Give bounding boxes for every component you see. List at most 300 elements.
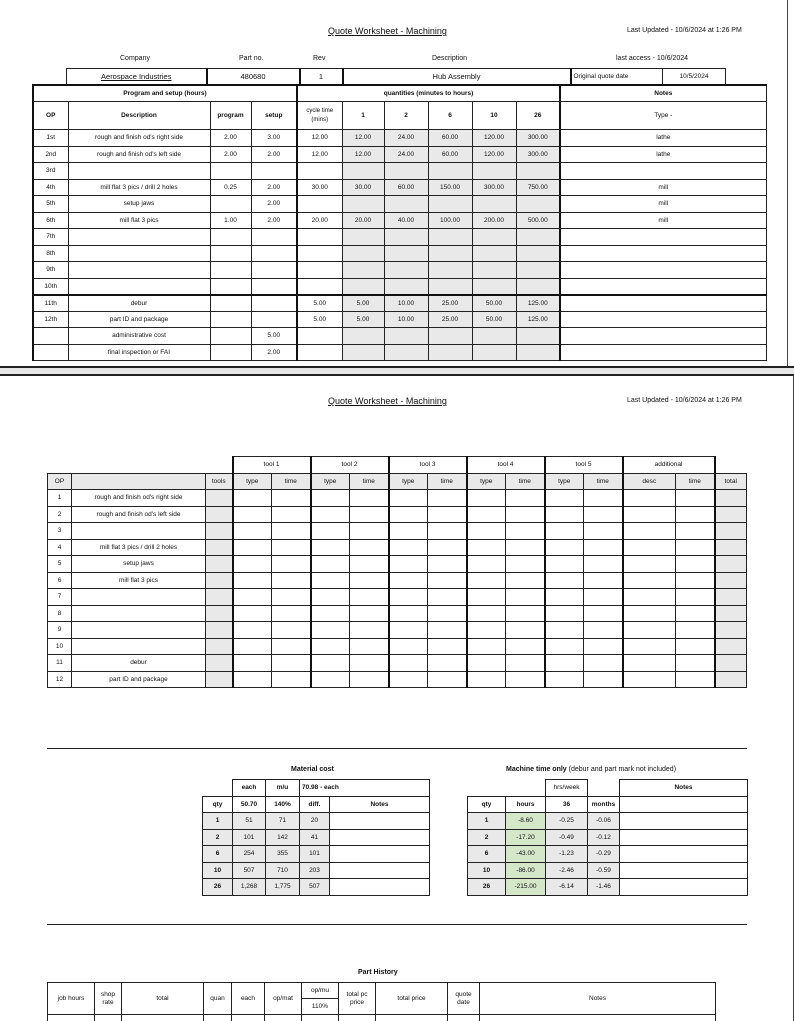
tool-time-cell[interactable] [272,556,311,573]
tool-type-cell[interactable] [233,655,272,672]
tool-type-cell[interactable] [233,556,272,573]
tool-time-cell[interactable] [428,622,467,639]
material-notes-cell[interactable] [330,813,430,830]
tool-type-cell[interactable] [311,638,350,655]
material-notes-header: Notes [330,796,430,813]
quantity-cell [472,196,516,213]
tool-time-cell[interactable] [506,556,545,573]
operation-row [33,146,766,163]
op-description-cell[interactable] [68,229,210,246]
tool-time-cell[interactable] [272,638,311,655]
machine-notes-cell[interactable] [620,829,748,846]
cycle-time-cell[interactable] [297,262,342,279]
type-cell[interactable]: lathe [560,130,766,147]
setup-cell[interactable]: 2.00 [251,179,297,196]
tool-type-cell[interactable] [389,556,428,573]
last-access-value: 10/6/2024 [656,55,689,62]
type-cell[interactable] [560,295,766,312]
history-op-mu: op/mu [302,983,339,999]
tool-type-cell[interactable] [467,589,506,606]
tool-time-cell[interactable] [506,605,545,622]
machine-row [468,846,748,863]
type-cell[interactable] [560,245,766,262]
tool-type-cell[interactable] [545,523,584,540]
material-notes-cell[interactable] [330,846,430,863]
type-cell[interactable] [560,311,766,328]
tool-time-cell[interactable] [272,671,311,688]
program-cell[interactable] [210,196,251,213]
quantity-cell [342,328,384,345]
tool-type-cell[interactable] [623,556,676,573]
tool-type-cell[interactable] [545,589,584,606]
tool-time-cell[interactable] [676,671,715,688]
type-cell[interactable]: mill [560,212,766,229]
tool-time-cell[interactable] [350,506,389,523]
tool-type-cell[interactable] [467,638,506,655]
op-cell: 1st [33,130,68,147]
op-cell: 6th [33,212,68,229]
cycle-time-cell[interactable]: 12.00 [297,130,342,147]
tool-time-cell[interactable] [676,622,715,639]
material-row [203,862,430,879]
tool-type-cell[interactable] [467,490,506,507]
quantity-cell [384,328,428,345]
program-cell[interactable] [210,278,251,295]
tool-type-cell[interactable] [311,572,350,589]
tool-time-cell[interactable] [272,655,311,672]
cycle-time-cell[interactable]: 5.00 [297,295,342,312]
tool2-header: tool 2 [311,457,389,474]
tool-time-cell[interactable] [506,671,545,688]
cycle-time-cell[interactable] [297,278,342,295]
tool-time-cell[interactable] [506,655,545,672]
quantity-cell [384,163,428,180]
cycle-time-cell[interactable] [297,344,342,361]
tool-time-cell[interactable] [272,539,311,556]
material-notes-cell[interactable] [330,879,430,896]
setup-cell[interactable]: 2.00 [251,212,297,229]
tool-type-cell[interactable] [233,572,272,589]
program-cell[interactable] [210,229,251,246]
material-diff-header: diff. [300,796,330,813]
tool-time-cell[interactable] [350,589,389,606]
setup-cell[interactable]: 2.00 [251,196,297,213]
tool-time-cell[interactable] [676,572,715,589]
tool-time-cell[interactable] [676,605,715,622]
op-description-cell[interactable] [68,163,210,180]
material-notes-cell[interactable] [330,829,430,846]
machine-notes-cell[interactable] [620,846,748,863]
tool-time-cell[interactable] [350,655,389,672]
tool-time-cell[interactable] [272,523,311,540]
tool5-header: tool 5 [545,457,623,474]
tool-type-cell[interactable] [311,655,350,672]
tool-type-cell[interactable] [389,622,428,639]
machine-notes-cell[interactable] [620,879,748,896]
worksheet-page-2 [0,374,794,1021]
tool-type-cell[interactable] [467,539,506,556]
tool-time-cell[interactable] [428,655,467,672]
setup-cell[interactable] [251,295,297,312]
program-cell[interactable]: 0.25 [210,179,251,196]
material-mu-pct[interactable]: 140% [266,796,300,813]
tool-time-cell[interactable] [506,539,545,556]
tool-time-cell[interactable] [676,589,715,606]
op-description-cell[interactable]: part ID and package [68,311,210,328]
tool-type-cell[interactable] [389,506,428,523]
tool-type-cell[interactable] [311,506,350,523]
rev-value[interactable]: 1 [300,69,343,86]
cycle-time-cell[interactable] [297,328,342,345]
qty-header-2: 2 [384,102,428,130]
tool-time-cell[interactable] [350,572,389,589]
op-description-cell[interactable]: administrative cost [68,328,210,345]
tool-type-cell[interactable] [467,622,506,639]
tool-type-cell[interactable] [389,605,428,622]
setup-cell[interactable]: 5.00 [251,328,297,345]
material-each-cost[interactable]: 50.70 [233,796,266,813]
tool-time-cell[interactable] [506,638,545,655]
tool-type-cell[interactable] [233,506,272,523]
tool-time-cell[interactable] [506,572,545,589]
additional-header: additional [623,457,715,474]
tool-type-cell[interactable] [311,671,350,688]
tool-type-cell[interactable] [467,572,506,589]
tool-type-cell[interactable] [233,523,272,540]
tool-time-cell[interactable] [272,490,311,507]
tool-type-cell[interactable] [623,490,676,507]
program-cell[interactable]: 1.00 [210,212,251,229]
setup-cell[interactable]: 2.00 [251,146,297,163]
op-description-cell[interactable]: mill flat 3 pics [68,212,210,229]
cycle-time-cell[interactable] [297,196,342,213]
tool-total-cell [715,572,747,589]
tool-type-cell[interactable] [545,655,584,672]
tool-type-cell[interactable] [545,506,584,523]
tool-time-cell[interactable] [350,605,389,622]
tool-time-cell[interactable] [584,523,623,540]
material-each-value: 70.98 - each [300,780,430,797]
tool-type-cell[interactable] [311,523,350,540]
op-description-cell[interactable]: mill flat 3 pics / drill 2 holes [68,179,210,196]
tool-time-cell[interactable] [584,638,623,655]
tool-time-cell[interactable] [350,523,389,540]
setup-cell[interactable] [251,278,297,295]
tool-type-cell[interactable] [623,506,676,523]
machine-notes-cell[interactable] [620,862,748,879]
tool-type-cell[interactable] [233,605,272,622]
cycle-time-cell[interactable] [297,229,342,246]
program-cell[interactable] [210,245,251,262]
program-cell[interactable] [210,262,251,279]
cycle-time-cell[interactable] [297,163,342,180]
type-cell[interactable] [560,229,766,246]
quantity-cell: 30.00 [342,179,384,196]
op-cell: 2nd [33,146,68,163]
quantity-cell: 24.00 [384,146,428,163]
tool-type-cell[interactable] [233,622,272,639]
tool-total-cell [715,605,747,622]
tool-type-cell[interactable] [467,523,506,540]
tool-type-cell[interactable] [545,556,584,573]
tool-type-cell[interactable] [545,671,584,688]
machine-weeks-cell: -6.14 [546,879,588,896]
tool-type-cell[interactable] [311,539,350,556]
tool-type-cell[interactable] [623,539,676,556]
tool-type-cell[interactable] [545,638,584,655]
tool-time-cell[interactable] [676,506,715,523]
tool-time-cell[interactable] [584,490,623,507]
tool-time-cell[interactable] [428,523,467,540]
program-cell[interactable] [210,295,251,312]
tool-type-cell[interactable] [623,605,676,622]
material-qty-cell: 1 [203,813,233,830]
type-cell[interactable] [560,163,766,180]
history-op-mu-pct[interactable]: 110% [302,999,339,1015]
tool-time-cell[interactable] [676,490,715,507]
tool-time-cell[interactable] [506,523,545,540]
type-cell[interactable] [560,262,766,279]
tool-type-cell[interactable] [545,605,584,622]
tool-time-cell[interactable] [428,638,467,655]
machine-months-cell: -1.46 [588,879,620,896]
quantity-cell [472,229,516,246]
tool-time-cell[interactable] [350,638,389,655]
tool-type-cell[interactable] [389,523,428,540]
quantity-cell: 10.00 [384,311,428,328]
tool-time-cell[interactable] [584,622,623,639]
op-cell: 5th [33,196,68,213]
history-notes: Notes [480,983,716,1015]
tool-type-cell[interactable] [467,605,506,622]
history-total-pc-price: total pc price [339,983,376,1015]
qty-header-4: 10 [472,102,516,130]
original-quote-date-value[interactable]: 10/5/2024 [663,69,726,86]
tool-time-cell[interactable] [584,605,623,622]
type-cell[interactable]: mill [560,179,766,196]
tool-time-cell[interactable] [584,655,623,672]
machine-months-cell: -0.29 [588,846,620,863]
material-notes-cell[interactable] [330,862,430,879]
program-cell[interactable] [210,311,251,328]
machine-hrs-per-week[interactable]: 36 [546,796,588,813]
material-mu-cell: 355 [266,846,300,863]
tool-time-cell[interactable] [584,671,623,688]
tool-time-cell[interactable] [584,572,623,589]
tool-type-cell[interactable] [233,671,272,688]
tool-type-cell[interactable] [623,655,676,672]
tool-time-cell[interactable] [272,506,311,523]
last-access-label: last access - 10/6/2024 [616,55,689,62]
tool-time-cell[interactable] [350,622,389,639]
op-description-cell[interactable] [68,262,210,279]
tool-type-cell[interactable] [389,638,428,655]
tool-type-cell[interactable] [389,490,428,507]
tool-time-cell[interactable] [676,539,715,556]
machine-time-title: Machine time only (debur and part mark not included) [506,766,677,773]
tool-time-cell[interactable] [272,589,311,606]
op-description-cell[interactable]: rough and finish od's right side [68,130,210,147]
part-no-value[interactable]: 480680 [207,69,300,86]
machine-months-cell: -0.12 [588,829,620,846]
setup-cell[interactable]: 3.00 [251,130,297,147]
tool-type-cell[interactable] [467,671,506,688]
operation-row [33,179,766,196]
material-diff-cell: 41 [300,829,330,846]
tool-time-cell[interactable] [428,556,467,573]
tool2-type-header: type [311,473,350,490]
setup-cell[interactable] [251,163,297,180]
tool-time-cell[interactable] [506,622,545,639]
tool-time-cell[interactable] [272,572,311,589]
program-cell[interactable]: 2.00 [210,146,251,163]
op-description-cell[interactable] [68,245,210,262]
tool-type-cell[interactable] [545,572,584,589]
tool-type-cell[interactable] [467,655,506,672]
op-cell [33,344,68,361]
tool-type-cell[interactable] [311,622,350,639]
op-description-cell[interactable]: rough and finish od's left side [68,146,210,163]
type-cell[interactable]: mill [560,196,766,213]
tool-type-cell[interactable] [545,539,584,556]
tool-type-cell[interactable] [311,605,350,622]
tool-type-cell[interactable] [389,589,428,606]
tool-time-cell[interactable] [272,605,311,622]
tool-row [48,605,747,622]
original-quote-date-label: Original quote date [571,69,663,86]
cycle-time-cell[interactable]: 30.00 [297,179,342,196]
tool-type-cell[interactable] [389,655,428,672]
op-description-cell[interactable] [68,278,210,295]
operation-row [33,262,766,279]
tool-time-cell[interactable] [584,589,623,606]
type-cell[interactable] [560,278,766,295]
tool-time-cell[interactable] [272,622,311,639]
setup-cell[interactable] [251,229,297,246]
quantity-cell: 5.00 [342,311,384,328]
tool-time-cell[interactable] [428,539,467,556]
tool-time-cell[interactable] [428,506,467,523]
tool-time-cell[interactable] [584,556,623,573]
tool-type-cell[interactable] [233,490,272,507]
tools-cell [206,589,233,606]
tool-type-cell[interactable] [233,638,272,655]
setup-cell[interactable] [251,311,297,328]
machine-notes-cell[interactable] [620,813,748,830]
material-mu-cell: 1,775 [266,879,300,896]
tool-time-cell[interactable] [428,605,467,622]
tool-time-cell[interactable] [676,556,715,573]
cycle-time-cell[interactable]: 20.00 [297,212,342,229]
tool-time-cell[interactable] [506,490,545,507]
setup-cell[interactable] [251,245,297,262]
tool-time-cell[interactable] [350,490,389,507]
tool-type-cell[interactable] [545,490,584,507]
tool-type-cell[interactable] [467,556,506,573]
tool3-type-header: type [389,473,428,490]
tool-time-cell[interactable] [584,539,623,556]
quantity-cell [516,278,560,295]
material-row [203,813,430,830]
setup-cell[interactable] [251,262,297,279]
setup-cell[interactable]: 2.00 [251,344,297,361]
cycle-time-cell[interactable]: 12.00 [297,146,342,163]
tool-time-cell[interactable] [584,506,623,523]
tool-time-cell[interactable] [506,589,545,606]
op-description-cell[interactable]: setup jaws [68,196,210,213]
program-cell[interactable] [210,344,251,361]
tool-op-cell: 4 [48,539,72,556]
quantity-cell [516,163,560,180]
tool-type-cell[interactable] [311,490,350,507]
company-value[interactable]: Aerospace Industries [67,69,207,86]
cycle-time-cell[interactable] [297,245,342,262]
type-cell[interactable] [560,344,766,361]
tool-time-cell[interactable] [428,671,467,688]
tool-type-cell[interactable] [623,622,676,639]
quantity-cell [472,328,516,345]
tool-type-cell[interactable] [389,671,428,688]
hrs-week-header: hrs/week [546,780,588,797]
cycle-time-cell[interactable]: 5.00 [297,311,342,328]
tool-type-cell[interactable] [623,671,676,688]
tool-time-cell[interactable] [676,655,715,672]
tool-desc-cell [72,622,206,639]
tool-type-cell[interactable] [623,523,676,540]
program-cell[interactable]: 2.00 [210,130,251,147]
tool-time-cell[interactable] [350,671,389,688]
op-description-cell[interactable]: final inspection or FAI [68,344,210,361]
quantity-cell: 12.00 [342,146,384,163]
tools-cell [206,572,233,589]
last-updated-2: Last Updated - 10/6/2024 at 1:26 PM [627,397,742,404]
operation-row [33,344,766,361]
tool-type-cell[interactable] [623,572,676,589]
tool-time-cell[interactable] [350,539,389,556]
tool-time-cell[interactable] [676,638,715,655]
tool-type-cell[interactable] [623,638,676,655]
tool-type-cell[interactable] [545,622,584,639]
tool-op-cell: 7 [48,589,72,606]
tool-type-cell[interactable] [233,539,272,556]
machine-hours-cell: -43.00 [506,846,546,863]
tool-type-cell[interactable] [389,572,428,589]
tool-time-cell[interactable] [506,506,545,523]
machine-notes-header: Notes [620,780,748,797]
quantity-cell [384,229,428,246]
tool-time-cell[interactable] [428,572,467,589]
tool-type-cell[interactable] [311,589,350,606]
tool-row [48,622,747,639]
tool-type-cell[interactable] [233,589,272,606]
tool-type-cell[interactable] [311,556,350,573]
tool-type-cell[interactable] [623,589,676,606]
tool-type-cell[interactable] [467,506,506,523]
quantity-cell [342,262,384,279]
type-cell[interactable] [560,328,766,345]
program-cell[interactable] [210,163,251,180]
tool-time-cell[interactable] [350,556,389,573]
tool-time-cell[interactable] [428,490,467,507]
type-cell[interactable]: lathe [560,146,766,163]
program-cell[interactable] [210,328,251,345]
op-description-cell[interactable]: debur [68,295,210,312]
description-value[interactable]: Hub Assembly [343,69,571,86]
tool-time-cell[interactable] [428,589,467,606]
tool-type-cell[interactable] [389,539,428,556]
op-cell: 3rd [33,163,68,180]
tool-time-cell[interactable] [676,523,715,540]
